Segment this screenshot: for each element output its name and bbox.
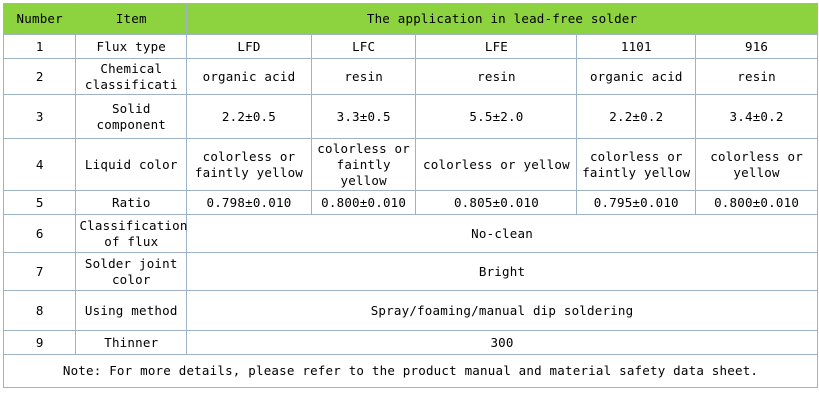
row-value: 3.3±0.5 — [311, 95, 416, 139]
row-number: 1 — [4, 35, 76, 59]
row-item: Using method — [76, 291, 187, 331]
table-row — [4, 95, 818, 139]
row-value: organic acid — [187, 59, 312, 95]
row-item: Solder joint color — [76, 253, 187, 291]
row-value: colorless or faintly yellow — [187, 139, 312, 191]
row-value-merged: Bright — [187, 253, 818, 291]
table-row — [4, 253, 818, 291]
row-item: Liquid color — [76, 139, 187, 191]
row-item: Chemical classificati — [76, 59, 187, 95]
row-value: 0.800±0.010 — [696, 191, 818, 215]
row-value: organic acid — [577, 59, 696, 95]
row-value: 916 — [696, 35, 818, 59]
row-value: LFD — [187, 35, 312, 59]
row-value: LFC — [311, 35, 416, 59]
row-item: Solid component — [76, 95, 187, 139]
table-row — [4, 35, 818, 59]
row-number: 8 — [4, 291, 76, 331]
row-value: resin — [311, 59, 416, 95]
row-value: 0.805±0.010 — [416, 191, 577, 215]
lead-free-solder-spec-table — [3, 3, 818, 388]
row-value-merged: 300 — [187, 331, 818, 355]
header-title: The application in lead-free solder — [187, 4, 818, 35]
header-number: Number — [4, 4, 76, 35]
table-row — [4, 331, 818, 355]
row-value: colorless or yellow — [696, 139, 818, 191]
row-value: 5.5±2.0 — [416, 95, 577, 139]
row-number: 7 — [4, 253, 76, 291]
row-value: 3.4±0.2 — [696, 95, 818, 139]
row-value: 2.2±0.2 — [577, 95, 696, 139]
row-number: 6 — [4, 215, 76, 253]
row-number: 2 — [4, 59, 76, 95]
row-value: resin — [416, 59, 577, 95]
row-value: colorless or faintly yellow — [311, 139, 416, 191]
table-note-row — [4, 355, 818, 388]
table-row — [4, 59, 818, 95]
row-value: 0.798±0.010 — [187, 191, 312, 215]
table-row — [4, 215, 818, 253]
spec-sheet — [0, 3, 819, 418]
row-number: 5 — [4, 191, 76, 215]
row-item: Classification of flux — [76, 215, 187, 253]
row-item: Ratio — [76, 191, 187, 215]
row-value: 2.2±0.5 — [187, 95, 312, 139]
row-number: 4 — [4, 139, 76, 191]
row-value: 1101 — [577, 35, 696, 59]
row-value: 0.795±0.010 — [577, 191, 696, 215]
header-item: Item — [76, 4, 187, 35]
table-row — [4, 191, 818, 215]
row-value: resin — [696, 59, 818, 95]
row-value: 0.800±0.010 — [311, 191, 416, 215]
row-number: 3 — [4, 95, 76, 139]
row-value-merged: Spray/foaming/manual dip soldering — [187, 291, 818, 331]
row-value-merged: No-clean — [187, 215, 818, 253]
table-note: Note: For more details, please refer to the product manual and material safety data sheet. — [4, 355, 818, 388]
row-value: colorless or yellow — [416, 139, 577, 191]
row-value: colorless or faintly yellow — [577, 139, 696, 191]
row-number: 9 — [4, 331, 76, 355]
table-row — [4, 139, 818, 191]
table-header-row — [4, 4, 818, 35]
row-item: Flux type — [76, 35, 187, 59]
table-row — [4, 291, 818, 331]
row-item: Thinner — [76, 331, 187, 355]
row-value: LFE — [416, 35, 577, 59]
